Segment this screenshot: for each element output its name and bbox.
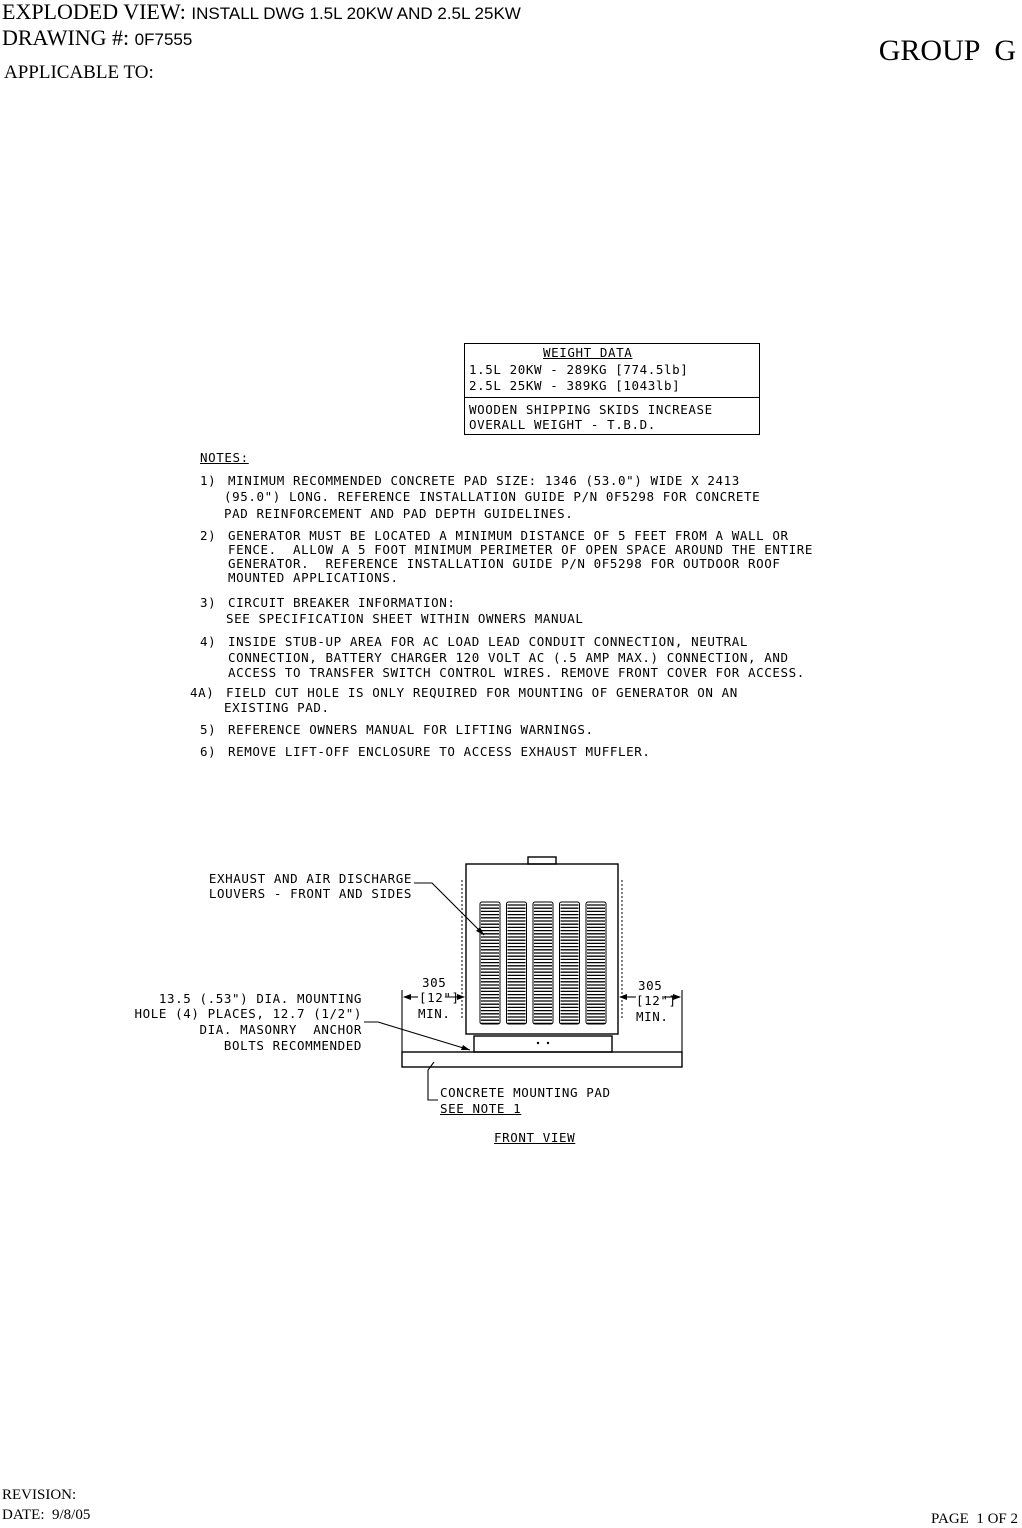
- group-label: GROUP G: [878, 34, 1016, 67]
- hole-label-line: BOLTS RECOMMENDED: [223, 1038, 362, 1053]
- note-line: FENCE. ALLOW A 5 FOOT MINIMUM PERIMETER OF OPEN SPACE AROUND THE ENTIRE: [228, 542, 814, 557]
- pad-label-note-ref: SEE NOTE 1: [440, 1101, 522, 1116]
- hole-label-line: HOLE (4) PLACES, 12.7 (1/2"): [134, 1006, 362, 1021]
- note-line: ACCESS TO TRANSFER SWITCH CONTROL WIRES. REMOVE FRONT COVER FOR ACCESS.: [228, 665, 805, 680]
- weight-row: 1.5L 20KW - 289KG [774.5lb]: [469, 362, 689, 377]
- note-number: 1): [200, 473, 217, 488]
- note-number: 6): [200, 744, 217, 759]
- page-number: PAGE 1 OF 2: [931, 1511, 1018, 1527]
- top-cap: [528, 857, 556, 864]
- revision-label: REVISION:: [2, 1487, 77, 1503]
- note-number: 4): [200, 634, 217, 649]
- note-number: 3): [200, 595, 217, 610]
- note-line: GENERATOR MUST BE LOCATED A MINIMUM DISTANCE OF 5 FEET FROM A WALL OR: [228, 528, 789, 543]
- weight-data-title: WEIGHT DATA: [543, 345, 633, 360]
- note-line: PAD REINFORCEMENT AND PAD DEPTH GUIDELINES.: [224, 506, 574, 521]
- note-line: FIELD CUT HOLE IS ONLY REQUIRED FOR MOUNTING OF GENERATOR ON AN: [226, 685, 738, 700]
- weight-note-line: WOODEN SHIPPING SKIDS INCREASE: [469, 402, 713, 417]
- left-dim-value: 305: [422, 975, 447, 990]
- date-value: 9/8/05: [52, 1507, 91, 1523]
- front-view-title: FRONT VIEW: [494, 1130, 576, 1145]
- louver-leader: [414, 883, 484, 935]
- hole-leader: [364, 1022, 470, 1050]
- applicable-to-label: APPLICABLE TO:: [4, 62, 154, 83]
- concrete-pad: [402, 1052, 682, 1067]
- arrowhead-icon: [403, 994, 411, 1000]
- weight-row: 2.5L 25KW - 389KG [1043lb]: [469, 378, 681, 393]
- note-line: (95.0") LONG. REFERENCE INSTALLATION GUIDE P/N 0F5298 FOR CONCRETE: [224, 489, 761, 504]
- right-dim-value: 305: [638, 978, 663, 993]
- note-line: MOUNTED APPLICATIONS.: [228, 570, 399, 585]
- note-line: GENERATOR. REFERENCE INSTALLATION GUIDE P/N 0F5298 FOR OUTDOOR ROOF: [228, 556, 781, 571]
- left-dim-min: MIN.: [418, 1006, 451, 1021]
- hole-label-line: 13.5 (.53") DIA. MOUNTING: [158, 991, 362, 1006]
- right-dim-min: MIN.: [636, 1009, 669, 1024]
- left-dim-inches: [12"]: [419, 990, 460, 1005]
- hole-label-line: DIA. MASONRY ANCHOR: [199, 1022, 362, 1037]
- generator-base: [474, 1036, 612, 1052]
- pad-label-line: CONCRETE MOUNTING PAD: [440, 1085, 611, 1100]
- arrowhead-icon: [619, 994, 627, 1000]
- note-number: 4A): [190, 685, 215, 700]
- louver-label-line: EXHAUST AND AIR DISCHARGE: [208, 871, 412, 886]
- louver-grid: [480, 902, 606, 1024]
- louver-label-line: LOUVERS - FRONT AND SIDES: [208, 886, 412, 901]
- exploded-view-value: INSTALL DWG 1.5L 20KW AND 2.5L 25KW: [191, 4, 521, 23]
- drawing-number: 0F7555: [134, 30, 193, 49]
- note-line: INSIDE STUB-UP AREA FOR AC LOAD LEAD CONDUIT CONNECTION, NEUTRAL: [228, 634, 749, 649]
- note-line: CONNECTION, BATTERY CHARGER 120 VOLT AC (.5 AMP MAX.) CONNECTION, AND: [228, 650, 789, 665]
- date-label: DATE:: [2, 1507, 45, 1523]
- note-line: CIRCUIT BREAKER INFORMATION:: [228, 595, 456, 610]
- notes-title: NOTES:: [200, 450, 249, 465]
- note-line: MINIMUM RECOMMENDED CONCRETE PAD SIZE: 1346 (53.0") WIDE X 2413: [228, 473, 740, 488]
- note-line: REFERENCE OWNERS MANUAL FOR LIFTING WARNINGS.: [228, 722, 594, 737]
- note-line: SEE SPECIFICATION SHEET WITHIN OWNERS MANUAL: [226, 611, 584, 626]
- right-dim-inches: [12"]: [636, 993, 677, 1008]
- drawing-label: DRAWING #:: [2, 25, 130, 50]
- mounting-bolt-dot: [537, 1042, 539, 1044]
- note-line: EXISTING PAD.: [224, 700, 330, 715]
- date-line: [2, 1507, 90, 1524]
- weight-note-line: OVERALL WEIGHT - T.B.D.: [469, 417, 656, 432]
- mounting-bolt-dot: [547, 1042, 549, 1044]
- arrowhead-icon: [461, 1045, 470, 1050]
- note-number: 5): [200, 722, 217, 737]
- exploded-view-label: EXPLODED VIEW:: [2, 0, 186, 24]
- note-number: 2): [200, 528, 217, 543]
- generator-enclosure: [466, 864, 618, 1034]
- note-line: REMOVE LIFT-OFF ENCLOSURE TO ACCESS EXHAUST MUFFLER.: [228, 744, 651, 759]
